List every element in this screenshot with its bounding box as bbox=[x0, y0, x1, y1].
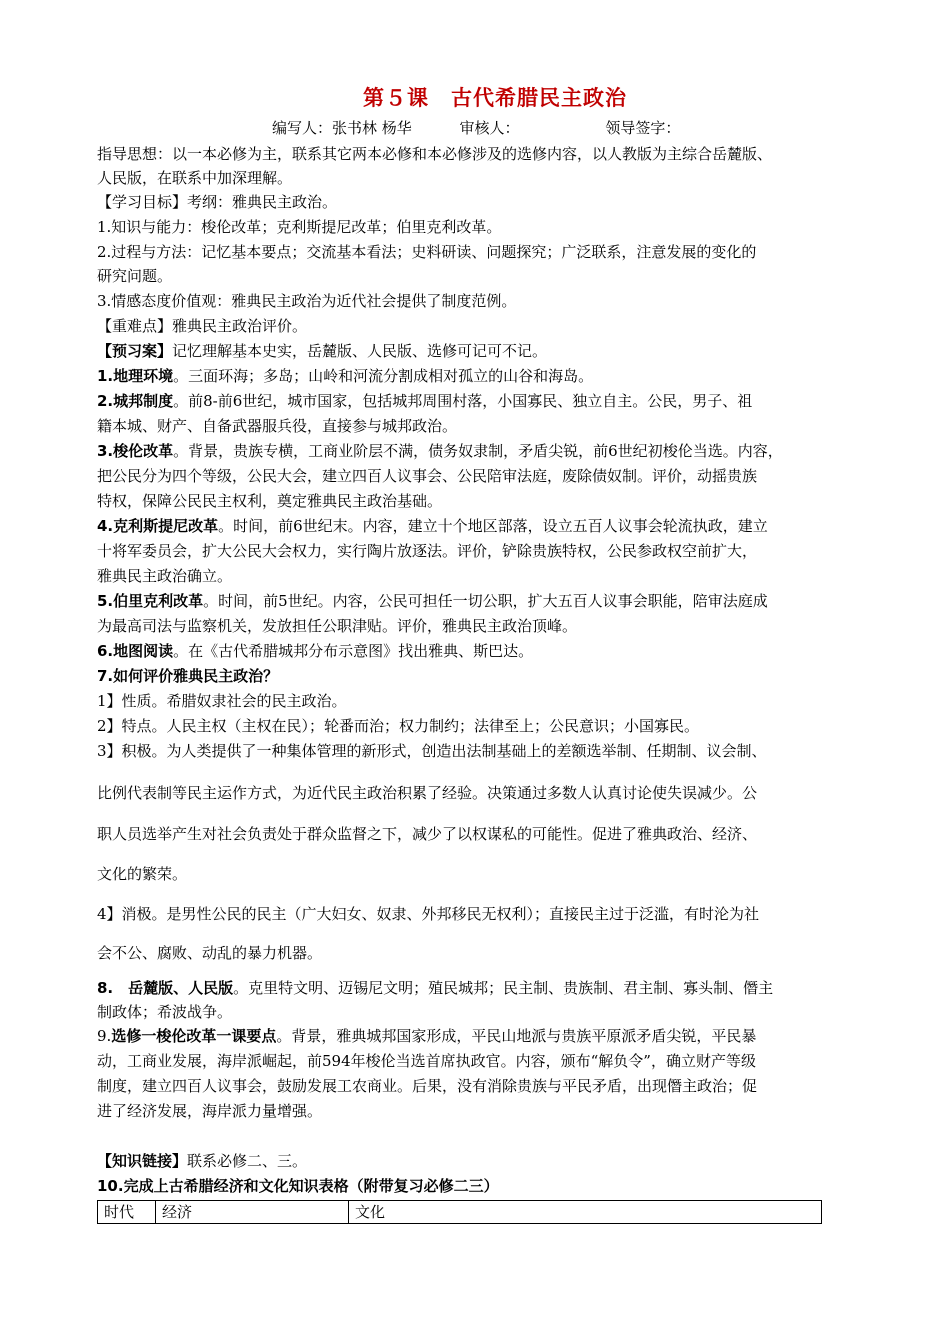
section-2-heading: 2.城邦制度 bbox=[97, 392, 174, 410]
section-7-point-4a: 4】消极。是男性公民的民主（广大妇女、奴隶、外邦移民无权利）；直接民主过于泛滥，有时沦为社 bbox=[97, 905, 760, 923]
section-3-text-a: 。背景，贵族专横，工商业阶层不满，债务奴隶制，矛盾尖锐，前6世纪初梭伦当选。内容， bbox=[173, 442, 783, 460]
key-point: 【重难点】雅典民主政治评价。 bbox=[97, 317, 308, 335]
section-9-heading: 选修一梭伦改革一课要点 bbox=[111, 1027, 277, 1045]
section-5-text-a: 。时间，前5世纪。内容，公民可担任一切公职，扩大五百人议事会职能，陪审法庭成 bbox=[203, 592, 768, 610]
section-8-line-b: 制政体；希波战争。 bbox=[97, 1003, 233, 1021]
section-7-point-3c: 职人员选举产生对社会负责处于群众监督之下，减少了以权谋私的可能性。促进了雅典政治、经济、 bbox=[97, 825, 758, 843]
section-7-point-2: 2】特点。人民主权（主权在民）；轮番而治；权力制约；法律至上；公民意识；小国寡民。 bbox=[97, 717, 700, 735]
goal-item-2a: 2.过程与方法：记忆基本要点；交流基本看法；史料研读、问题探究；广泛联系，注意发展的变化的 bbox=[97, 243, 757, 261]
lesson-title: 第５课 古代希腊民主政治 bbox=[363, 86, 627, 110]
knowledge-link bbox=[97, 1151, 307, 1171]
section-6-heading: 6.地图阅读 bbox=[97, 642, 174, 660]
table-header-economy: 经济 bbox=[156, 1201, 349, 1224]
section-5-heading: 5.伯里克利改革 bbox=[97, 592, 204, 610]
section-5-line-b: 为最高司法与监察机关，发放担任公职津贴。评价，雅典民主政治顶峰。 bbox=[97, 617, 578, 635]
knowledge-link-heading: 【知识链接】 bbox=[97, 1152, 188, 1170]
section-5-line-a bbox=[97, 591, 768, 611]
section-9-line-d: 进了经济发展，海岸派力量增强。 bbox=[97, 1102, 323, 1120]
section-4-line-b: 十将军委员会，扩大公民大会权力，实行陶片放逐法。评价，铲除贵族特权，公民参政权空前扩大， bbox=[97, 542, 758, 560]
section-7-point-3a: 3】积极。为人类提供了一种集体管理的新形式，创造出法制基础上的差额选举制、任期制、议会制、 bbox=[97, 742, 767, 760]
goal-item-2b: 研究问题。 bbox=[97, 267, 173, 285]
section-8-heading: 8. 岳麓版、人民版 bbox=[97, 979, 234, 997]
section-7-point-3d: 文化的繁荣。 bbox=[97, 865, 188, 883]
guide-line-2: 人民版，在联系中加深理解。 bbox=[97, 169, 293, 187]
table-header-culture: 文化 bbox=[349, 1201, 822, 1224]
preview-heading: 【预习案】 bbox=[97, 342, 173, 360]
section-3-line-b: 把公民分为四个等级，公民大会，建立四百人议事会、公民陪审法庭，废除债奴制。评价，动摇贵族 bbox=[97, 467, 758, 485]
knowledge-link-text: 联系必修二、三。 bbox=[187, 1152, 308, 1170]
table-header-row bbox=[98, 1201, 822, 1224]
section-2-text-a: 。前8-前6世纪，城市国家，包括城邦周围村落，小国寡民、独立自主。公民，男子、祖 bbox=[173, 392, 753, 410]
section-4-line-c: 雅典民主政治确立。 bbox=[97, 567, 233, 585]
section-3-line-c: 特权，保障公民民主权利，奠定雅典民主政治基础。 bbox=[97, 492, 443, 510]
section-9-text-a: 。背景，雅典城邦国家形成，平民山地派与贵族平原派矛盾尖锐，平民暴 bbox=[276, 1027, 757, 1045]
knowledge-table bbox=[97, 1200, 822, 1224]
section-8-text-a: 。克里特文明、迈锡尼文明；殖民城邦；民主制、贵族制、君主制、寡头制、僭主 bbox=[233, 979, 774, 997]
section-3-line-a bbox=[97, 441, 783, 461]
section-4-text-a: 。时间，前6世纪末。内容，建立十个地区部落，设立五百人议事会轮流执政，建立 bbox=[218, 517, 768, 535]
goal-item-3: 3.情感态度价值观：雅典民主政治为近代社会提供了制度范例。 bbox=[97, 292, 517, 310]
section-7-point-4b: 会不公、腐败、动乱的暴力机器。 bbox=[97, 944, 323, 962]
preview-text: 记忆理解基本史实，岳麓版、人民版、选修可记可不记。 bbox=[172, 342, 548, 360]
section-4-heading: 4.克利斯提尼改革 bbox=[97, 517, 219, 535]
section-2-line-b: 籍本城、财产、自备武器服兵役，直接参与城邦政治。 bbox=[97, 417, 458, 435]
section-6-text: 。在《古代希腊城邦分布示意图》找出雅典、斯巴达。 bbox=[173, 642, 534, 660]
section-2-line-a bbox=[97, 391, 752, 411]
section-1-text: 。三面环海；多岛；山岭和河流分割成相对孤立的山谷和海岛。 bbox=[173, 367, 594, 385]
section-7-point-1: 1】性质。希腊奴隶社会的民主政治。 bbox=[97, 692, 347, 710]
section-7-heading: 7.如何评价雅典民主政治？ bbox=[97, 667, 279, 685]
section-8-line-a bbox=[97, 978, 773, 998]
section-9-line-a bbox=[97, 1026, 756, 1046]
section-7-point-3b: 比例代表制等民主运作方式，为近代民主政治积累了经验。决策通过多数人认真讨论使失误减少。公 bbox=[97, 784, 758, 802]
section-1 bbox=[97, 366, 593, 386]
section-9-line-c: 制度，建立四百人议事会，鼓励发展工农商业。后果，没有消除贵族与平民矛盾，出现僭主政治；促 bbox=[97, 1077, 758, 1095]
table-header-era: 时代 bbox=[98, 1201, 156, 1224]
section-9-line-b: 动，工商业发展，海岸派崛起，前594年梭伦当选首席执政官。内容，颁布“解负令”，确立财产等级 bbox=[97, 1052, 756, 1070]
author-line bbox=[272, 118, 680, 138]
reviewer-label: 审核人： bbox=[459, 119, 520, 137]
author-label: 编写人：张书林 杨华 bbox=[272, 119, 412, 137]
section-1-heading: 1.地理环境 bbox=[97, 367, 174, 385]
guide-line-1: 指导思想：以一本必修为主，联系其它两本必修和本必修涉及的选修内容，以人教版为主综合岳麓版、 bbox=[97, 145, 773, 163]
section-6 bbox=[97, 641, 533, 661]
leader-signature-label: 领导签字： bbox=[605, 119, 681, 137]
section-9-number: 9. bbox=[97, 1027, 112, 1045]
section-3-heading: 3.梭伦改革 bbox=[97, 442, 174, 460]
section-10-heading: 10.完成上古希腊经济和文化知识表格（附带复习必修二三） bbox=[97, 1177, 499, 1195]
preview-line bbox=[97, 341, 547, 361]
goal-item-1: 1.知识与能力：梭伦改革；克利斯提尼改革；伯里克利改革。 bbox=[97, 218, 502, 236]
section-4-line-a bbox=[97, 516, 768, 536]
goal-heading: 【学习目标】考纲：雅典民主政治。 bbox=[97, 193, 338, 211]
